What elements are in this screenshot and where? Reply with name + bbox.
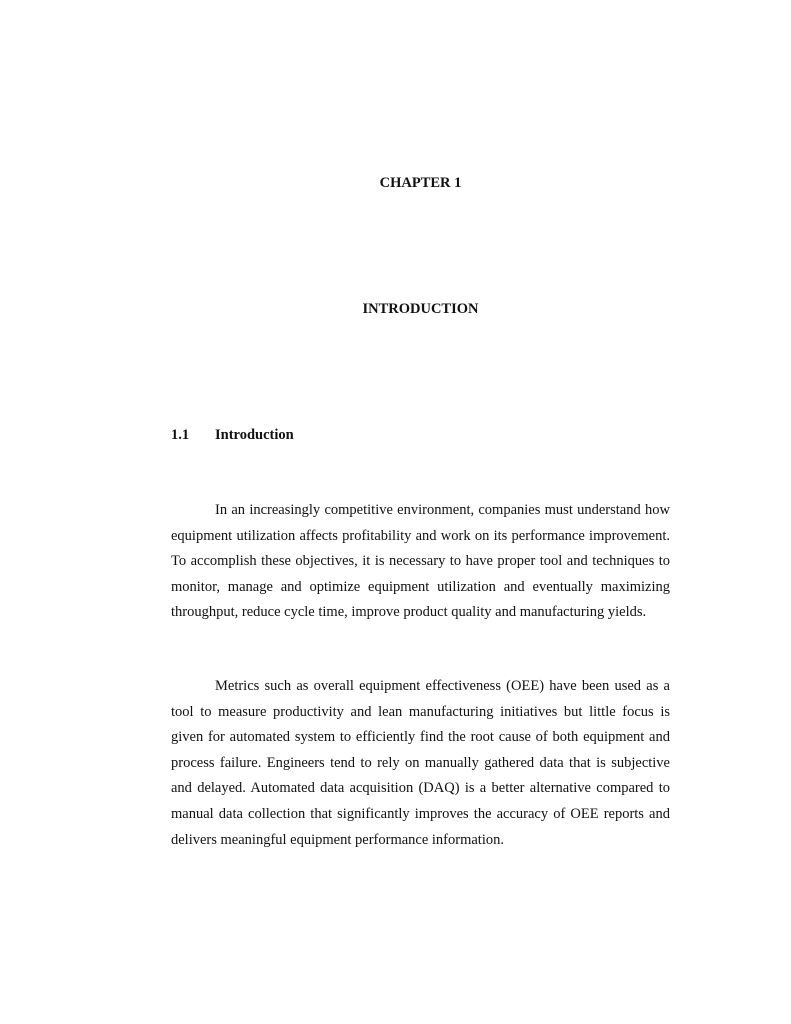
body-paragraph: In an increasingly competitive environment, companies must understand how equipment utilization affects profitability and work on its performance improvement. To accomplish these objectives, it is necessary to have proper tool and techniques to monitor, manage and optimize equipment utilization and eventually maximizing throughput, reduce cycle time, improve product quality and manufacturing yields. — [171, 502, 670, 621]
chapter-title: INTRODUCTION — [362, 301, 479, 317]
body-paragraph: Metrics such as overall equipment effectiveness (OEE) have been used as a tool to measure productivity and lean manufacturing initiatives but little focus is given for automated system to efficiently find the root cause of both equipment and process failure. Engineers tend to rely on manually gathered data that is subjective and delayed. Automated data acquisition (DAQ) is a better alternative compared to manual data collection that significantly improves the accuracy of OEE reports and delivers meaningful equipment performance information. — [171, 678, 670, 848]
section-title: Introduction — [215, 427, 294, 443]
chapter-number: CHAPTER 1 — [379, 175, 462, 191]
section-number: 1.1 — [171, 427, 190, 443]
section-heading — [171, 426, 670, 444]
